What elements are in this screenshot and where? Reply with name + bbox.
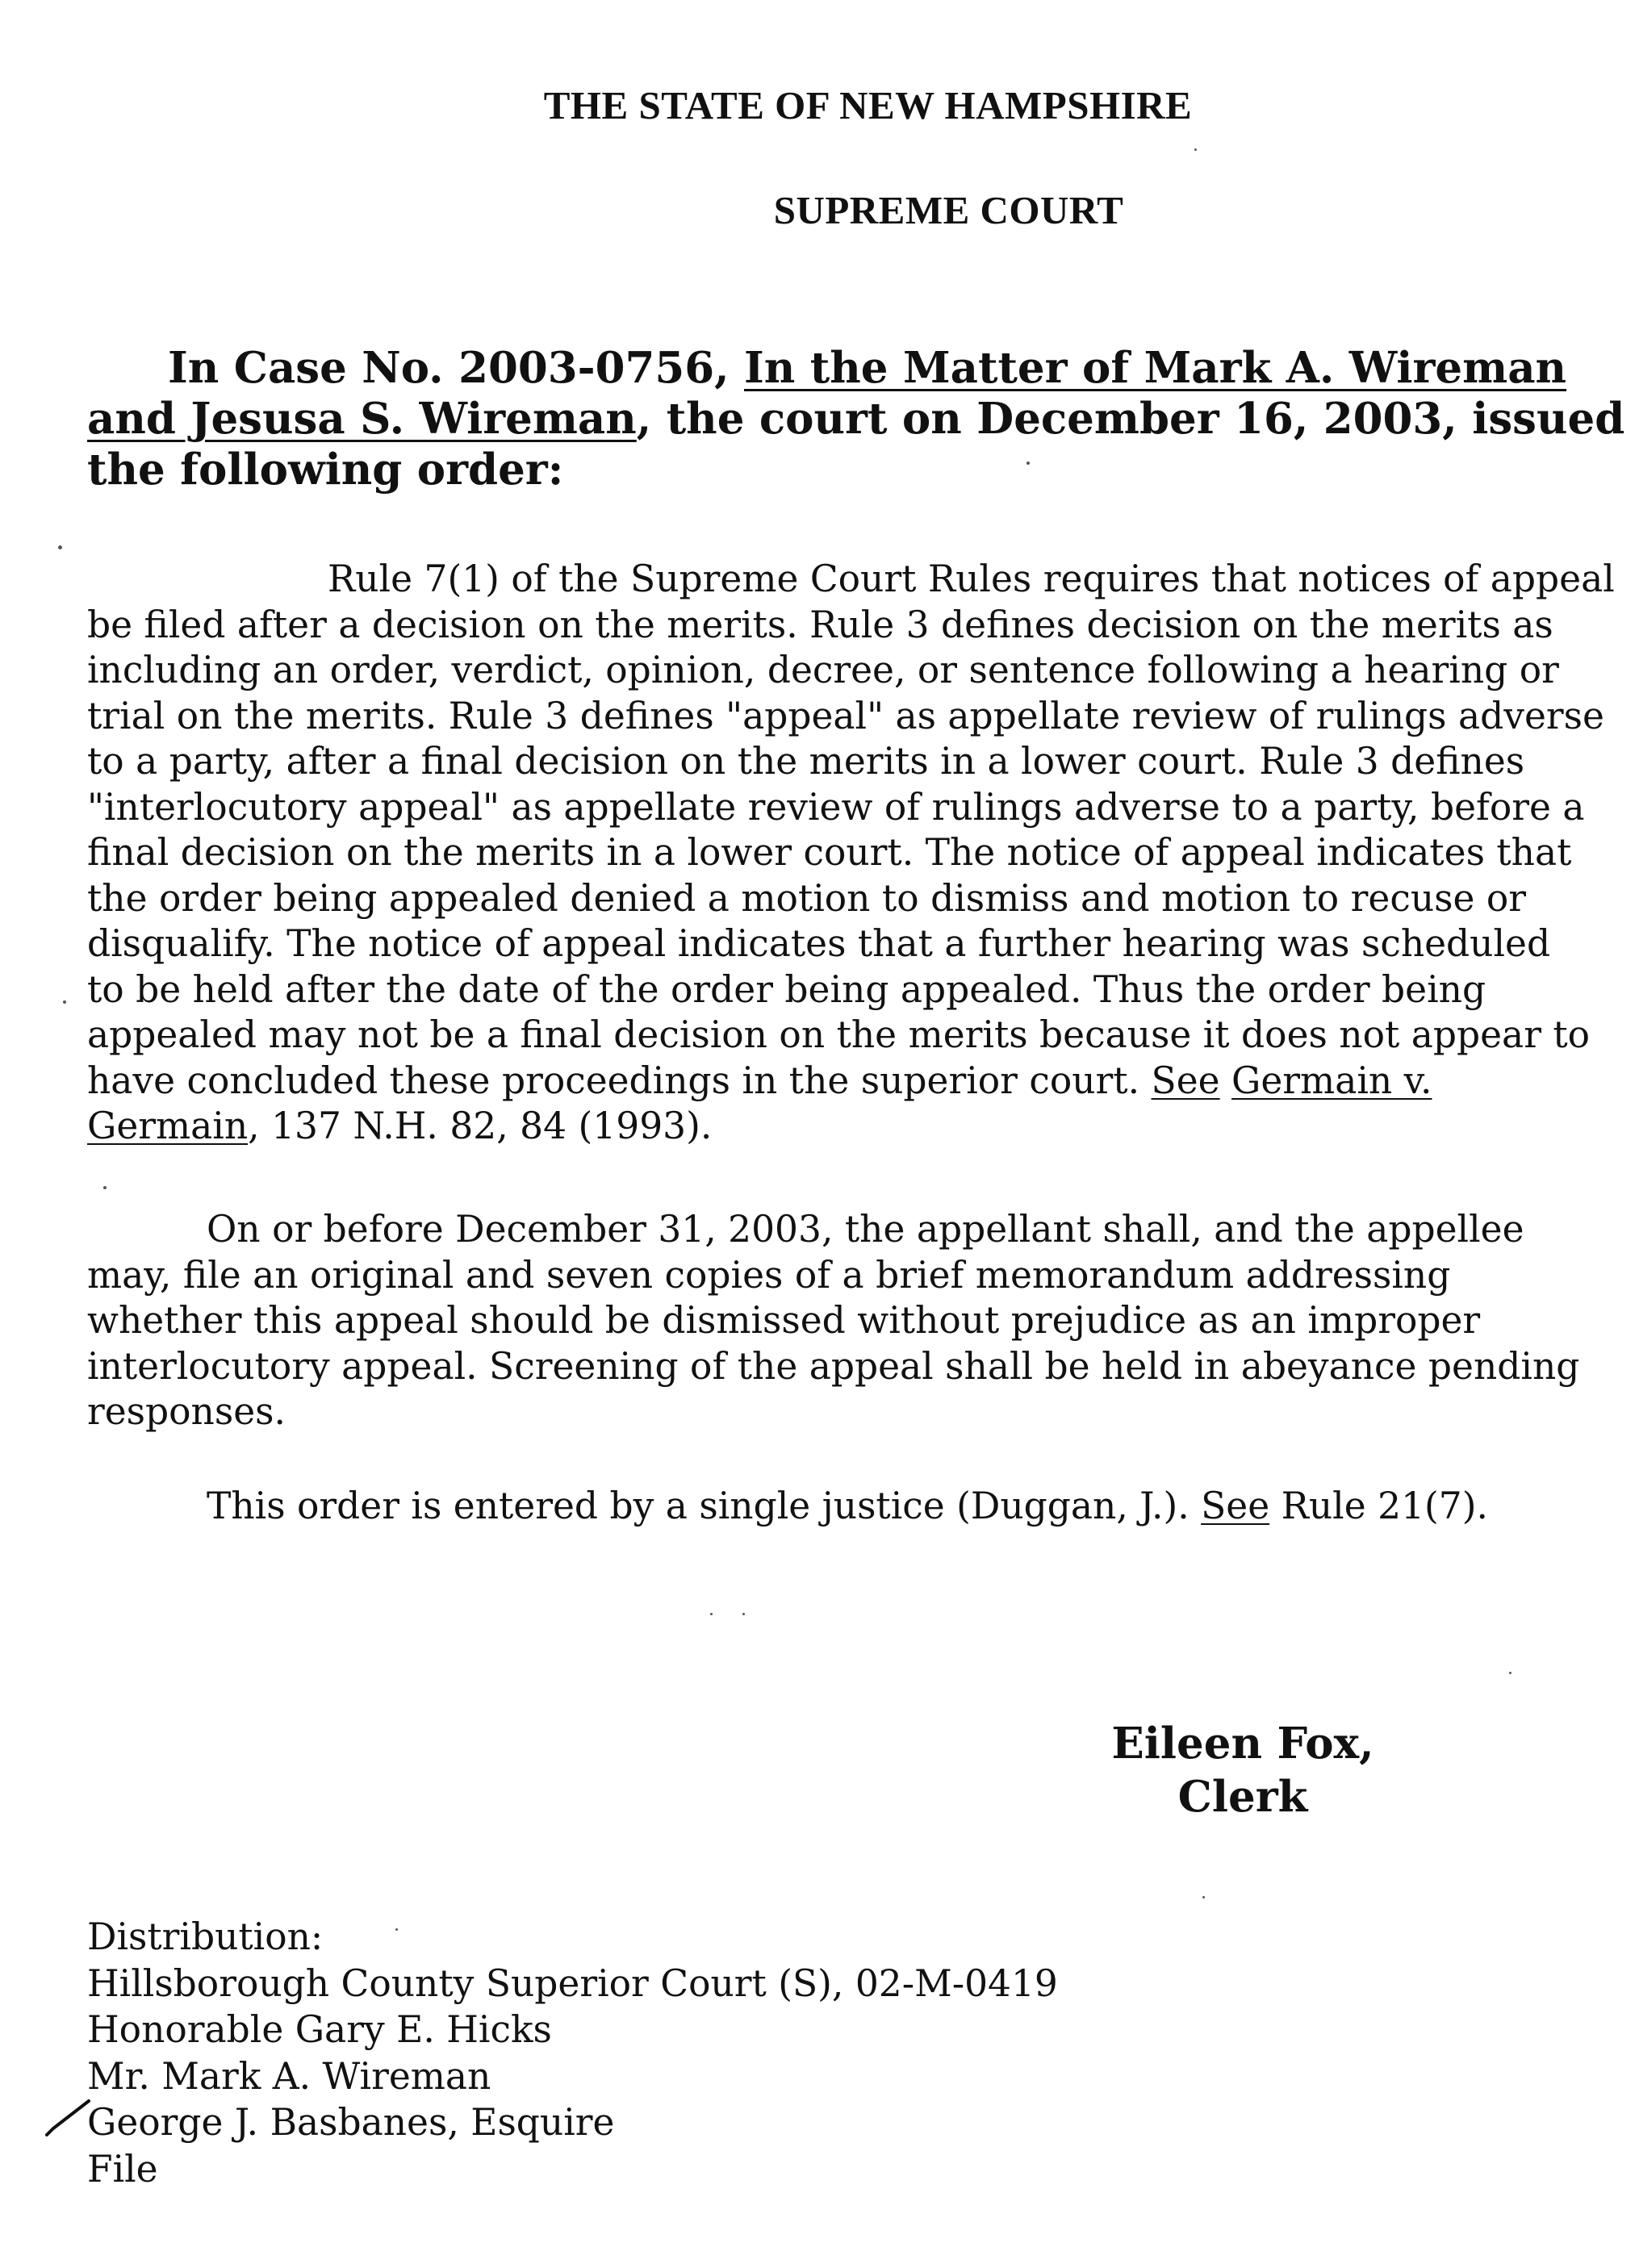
matter-name-part-2: and Jesusa S. Wireman (87, 394, 637, 444)
scan-speck (395, 1928, 398, 1931)
para1-line: be filed after a decision on the merits. Rule 3 defines decision on the merits as (87, 603, 1553, 646)
para1-line-citation-end (87, 1104, 1639, 1150)
para1-line: the order being appealed denied a motion to dismiss and motion to recuse or (87, 876, 1527, 920)
para1-line-text: have concluded these proceedings in the superior court. (87, 1059, 1152, 1102)
clerk-signature-block (1049, 1717, 1436, 1823)
para1-line: disqualify. The notice of appeal indicates that a further hearing was scheduled (87, 922, 1551, 965)
para1-line: to a party, after a final decision on the merits in a lower court. Rule 3 defines (87, 740, 1525, 783)
distribution-recipient: Hillsborough County Superior Court (S), 02-M-0419 (87, 1961, 1058, 2005)
scan-speck (58, 545, 62, 549)
para1-line: final decision on the merits in a lower court. The notice of appeal indicates that (87, 831, 1572, 874)
clerk-name: Eileen Fox, (1111, 1719, 1374, 1769)
para1-line: appealed may not be a final decision on the merits because it does not appear to (87, 1013, 1591, 1056)
see-signal: See (1151, 1059, 1220, 1102)
caption-prefix: In Case No. 2003-0756, (168, 343, 744, 393)
para2-line: may, file an original and seven copies of a brief memorandum addressing (87, 1253, 1451, 1297)
caption-line-3: the following order: (87, 445, 564, 495)
para1-line: "interlocutory appeal" as appellate review of rulings adverse to a party, before a (87, 785, 1585, 829)
para3-text: This order is entered by a single justice (Duggan, J.). (207, 1485, 1202, 1527)
case-name-part-1: Germain v. (1231, 1059, 1432, 1102)
para1-line: trial on the merits. Rule 3 defines "appeal" as appellate review of rulings adverse (87, 694, 1604, 737)
distribution-recipient: Mr. Mark A. Wireman (87, 2054, 491, 2098)
para1-line: Rule 7(1) of the Supreme Court Rules requires that notices of appeal (328, 558, 1615, 600)
para1-line: including an order, verdict, opinion, decree, or sentence following a hearing or (87, 649, 1559, 691)
caption-line-2 (87, 394, 1639, 445)
paragraph-single-justice (87, 1484, 1639, 1530)
distribution-recipient: Honorable Gary E. Hicks (87, 2008, 552, 2051)
rule-reference: Rule 21(7). (1269, 1485, 1488, 1527)
state-heading: THE STATE OF NEW HAMPSHIRE (543, 83, 1193, 127)
para2-line: On or before December 31, 2003, the appellant shall, and the appellee (207, 1208, 1524, 1251)
scan-speck (742, 1613, 745, 1615)
paragraph-rule-7 (87, 557, 1639, 1150)
case-name-part-2: Germain (87, 1105, 249, 1147)
para2-line: whether this appeal should be dismissed without prejudice as an improper (87, 1299, 1481, 1342)
matter-name-part-1: In the Matter of Mark A. Wireman (744, 343, 1567, 393)
para1-line: to be held after the date of the order being appealed. Thus the order being (87, 967, 1486, 1011)
scan-speck (103, 1186, 107, 1189)
para2-line: responses. (87, 1390, 286, 1433)
distribution-label: Distribution: (87, 1915, 324, 1958)
para3-line (87, 1484, 1639, 1530)
paragraph-briefing-order (87, 1207, 1639, 1435)
caption-issue-text: , the court on December 16, 2003, issued (636, 394, 1625, 444)
case-caption (87, 343, 1639, 495)
clerk-title: Clerk (1177, 1772, 1308, 1822)
scan-speck (1026, 462, 1030, 465)
distribution-list (87, 1914, 1058, 2192)
scan-speck (1202, 1896, 1205, 1898)
scan-speck (710, 1613, 713, 1615)
see-signal: See (1201, 1485, 1270, 1527)
case-citation: , 137 N.H. 82, 84 (1993). (248, 1105, 713, 1147)
para1-line-citation-start (87, 1059, 1639, 1105)
handwritten-check-mark (44, 2098, 92, 2138)
court-heading: SUPREME COURT (773, 188, 1124, 232)
distribution-recipient: George J. Basbanes, Esquire (87, 2101, 615, 2144)
scan-speck (1509, 1672, 1511, 1674)
scan-speck (1194, 148, 1197, 151)
para2-line: interlocutory appeal. Screening of the appeal shall be held in abeyance pending (87, 1344, 1580, 1388)
caption-line-1 (87, 343, 1639, 394)
scan-speck (63, 1000, 66, 1004)
distribution-recipient: File (87, 2147, 158, 2191)
